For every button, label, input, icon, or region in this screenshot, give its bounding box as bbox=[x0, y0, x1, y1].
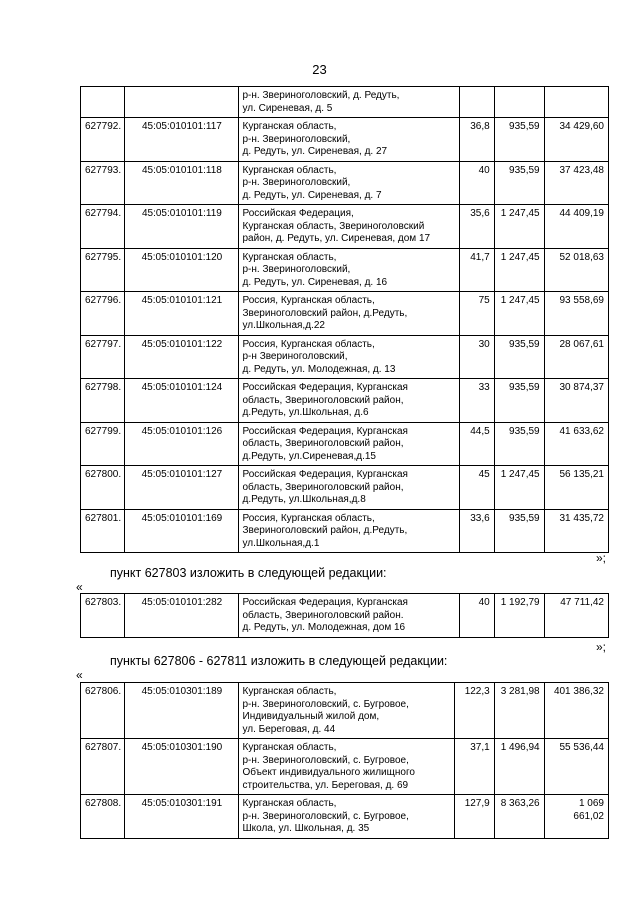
address-cell bbox=[238, 594, 460, 638]
address-line: р-н. Звериноголовский, bbox=[242, 177, 351, 188]
record-number-cell: 627796. bbox=[81, 292, 125, 336]
cadastral-number-cell: 45:05:010101:127 bbox=[125, 466, 238, 510]
value-cell: 37 423,48 bbox=[544, 161, 608, 205]
rate-cell: 935,59 bbox=[494, 379, 544, 423]
area-cell: 40 bbox=[460, 161, 494, 205]
address-line: Курганская область, bbox=[242, 686, 337, 697]
opening-quote: « bbox=[76, 580, 83, 594]
table-row bbox=[81, 205, 609, 249]
opening-quote: « bbox=[76, 668, 83, 682]
address-line: Индивидуальный жилой дом, bbox=[242, 711, 380, 722]
value-cell: 401 386,32 bbox=[544, 683, 608, 739]
table-row bbox=[81, 292, 609, 336]
address-line: Курганская область, bbox=[242, 164, 337, 176]
record-number-cell: 627797. bbox=[81, 335, 125, 379]
area-cell: 40 bbox=[460, 594, 494, 638]
rate-cell: 935,59 bbox=[494, 422, 544, 466]
amendment-paragraph: пункт 627803 изложить в следующей редакции: bbox=[110, 566, 387, 580]
area-cell: 45 bbox=[460, 466, 494, 510]
address-line: Звериноголовский район, д.Редуть, bbox=[242, 525, 408, 536]
address-line: Россия, Курганская область, bbox=[242, 295, 375, 306]
address-line: Россия, Курганская область, bbox=[242, 338, 375, 350]
value-cell: 31 435,72 bbox=[544, 509, 608, 553]
record-number-cell bbox=[81, 87, 125, 118]
cadastral-number-cell: 45:05:010301:190 bbox=[125, 739, 238, 795]
value-cell: 41 633,62 bbox=[544, 422, 608, 466]
address-cell bbox=[238, 292, 460, 336]
value-cell: 56 135,21 bbox=[544, 466, 608, 510]
address-line: область, Звериноголовский район. bbox=[242, 609, 404, 621]
address-line: Российская Федерация, Курганская bbox=[242, 382, 408, 393]
address-line: Курганская область, bbox=[242, 251, 337, 263]
cadastral-number-cell bbox=[125, 87, 238, 118]
table-row bbox=[81, 683, 609, 739]
table-row bbox=[81, 335, 609, 379]
amendment-paragraph: пункты 627806 - 627811 изложить в следующей редакции: bbox=[110, 654, 448, 668]
table-row bbox=[81, 466, 609, 510]
address-line: Россия, Курганская область, bbox=[242, 512, 375, 524]
address-cell bbox=[238, 118, 460, 162]
property-table-1 bbox=[80, 86, 609, 553]
address-line: область, Звериноголовский район, bbox=[242, 481, 404, 493]
address-line: область, Звериноголовский район, bbox=[242, 394, 404, 406]
address-line: Курганская область, bbox=[242, 798, 337, 809]
address-line: ул. Сиреневая, д. 5 bbox=[242, 102, 333, 114]
area-cell: 122,3 bbox=[454, 683, 494, 739]
cadastral-number-cell: 45:05:010101:118 bbox=[125, 161, 238, 205]
address-line: Звериноголовский район, д.Редуть, bbox=[242, 307, 408, 319]
value-cell: 44 409,19 bbox=[544, 205, 608, 249]
table-row bbox=[81, 379, 609, 423]
record-number-cell: 627801. bbox=[81, 509, 125, 553]
rate-cell: 1 192,79 bbox=[494, 594, 544, 638]
address-line: ул.Школьная,д.1 bbox=[242, 537, 320, 549]
area-cell: 127,9 bbox=[454, 795, 494, 839]
address-line: р-н. Звериноголовский, д. Редуть, bbox=[242, 90, 400, 101]
address-line: р-н. Звериноголовский, с. Бугровое, bbox=[242, 698, 409, 710]
value-cell: 30 874,37 bbox=[544, 379, 608, 423]
address-line: ул. Береговая, д. 44 bbox=[242, 723, 336, 735]
address-cell bbox=[238, 509, 460, 553]
cadastral-number-cell: 45:05:010101:117 bbox=[125, 118, 238, 162]
address-line: р-н. Звериноголовский, bbox=[242, 133, 351, 145]
address-line: д.Редуть, ул.Школьная,д.8 bbox=[242, 494, 366, 505]
rate-cell: 1 247,45 bbox=[494, 205, 544, 249]
address-line: район, д. Редуть, ул. Сиреневая, дом 17 bbox=[242, 233, 431, 244]
address-line: Объект индивидуального жилищного bbox=[242, 767, 415, 778]
table-row bbox=[81, 248, 609, 292]
rate-cell: 8 363,26 bbox=[494, 795, 544, 839]
record-number-cell: 627798. bbox=[81, 379, 125, 423]
address-line: Курганская область, Звериноголовский bbox=[242, 220, 425, 232]
record-number-cell: 627807. bbox=[81, 739, 125, 795]
property-table-3 bbox=[80, 682, 609, 839]
value-cell: 52 018,63 bbox=[544, 248, 608, 292]
address-cell bbox=[238, 248, 460, 292]
value-cell: 28 067,61 bbox=[544, 335, 608, 379]
address-cell bbox=[238, 739, 454, 795]
address-line: р-н. Звериноголовский, с. Бугровое, bbox=[242, 810, 409, 822]
table-row bbox=[81, 87, 609, 118]
rate-cell: 1 247,45 bbox=[494, 466, 544, 510]
cadastral-number-cell: 45:05:010101:169 bbox=[125, 509, 238, 553]
cadastral-number-cell: 45:05:010101:282 bbox=[125, 594, 238, 638]
value-cell: 1 069 661,02 bbox=[544, 795, 608, 839]
area-cell: 44,5 bbox=[460, 422, 494, 466]
record-number-cell: 627795. bbox=[81, 248, 125, 292]
record-number-cell: 627792. bbox=[81, 118, 125, 162]
cadastral-number-cell: 45:05:010101:120 bbox=[125, 248, 238, 292]
rate-cell: 1 496,94 bbox=[494, 739, 544, 795]
table-row bbox=[81, 422, 609, 466]
address-line: д. Редуть, ул. Молодежная, дом 16 bbox=[242, 622, 406, 633]
area-cell: 33,6 bbox=[460, 509, 494, 553]
value-cell: 93 558,69 bbox=[544, 292, 608, 336]
cadastral-number-cell: 45:05:010101:124 bbox=[125, 379, 238, 423]
address-line: Российская Федерация, bbox=[242, 208, 354, 219]
address-cell bbox=[238, 466, 460, 510]
rate-cell: 3 281,98 bbox=[494, 683, 544, 739]
address-line: Курганская область, bbox=[242, 742, 337, 753]
table-row bbox=[81, 118, 609, 162]
address-line: Российская Федерация, Курганская bbox=[242, 469, 408, 480]
table-row bbox=[81, 594, 609, 638]
area-cell: 35,6 bbox=[460, 205, 494, 249]
address-cell bbox=[238, 335, 460, 379]
address-line: Школа, ул. Школьная, д. 35 bbox=[242, 823, 370, 834]
cadastral-number-cell: 45:05:010101:122 bbox=[125, 335, 238, 379]
rate-cell: 935,59 bbox=[494, 509, 544, 553]
cadastral-number-cell: 45:05:010101:121 bbox=[125, 292, 238, 336]
area-cell: 41,7 bbox=[460, 248, 494, 292]
address-line: д. Редуть, ул. Сиреневая, д. 7 bbox=[242, 189, 382, 201]
page-number: 23 bbox=[312, 62, 327, 77]
record-number-cell: 627800. bbox=[81, 466, 125, 510]
closing-quote: »; bbox=[596, 551, 607, 565]
address-line: р-н Звериноголовский, bbox=[242, 351, 348, 362]
area-cell: 75 bbox=[460, 292, 494, 336]
cadastral-number-cell: 45:05:010101:126 bbox=[125, 422, 238, 466]
address-cell bbox=[238, 205, 460, 249]
address-line: область, Звериноголовский район, bbox=[242, 438, 404, 449]
value-cell bbox=[544, 87, 608, 118]
address-cell bbox=[238, 422, 460, 466]
address-cell bbox=[238, 683, 454, 739]
table-row bbox=[81, 795, 609, 839]
address-line: ул.Школьная,д.22 bbox=[242, 320, 325, 331]
address-cell bbox=[238, 87, 460, 118]
record-number-cell: 627803. bbox=[81, 594, 125, 638]
address-line: Курганская область, bbox=[242, 121, 337, 132]
value-cell: 47 711,42 bbox=[544, 594, 608, 638]
address-line: д. Редуть, ул. Сиреневая, д. 16 bbox=[242, 276, 388, 288]
area-cell: 33 bbox=[460, 379, 494, 423]
rate-cell bbox=[494, 87, 544, 118]
address-cell bbox=[238, 161, 460, 205]
address-line: д.Редуть, ул.Школьная, д.6 bbox=[242, 407, 369, 418]
table-row bbox=[81, 739, 609, 795]
address-line: р-н. Звериноголовский, bbox=[242, 264, 351, 275]
record-number-cell: 627793. bbox=[81, 161, 125, 205]
address-line: д.Редуть, ул.Сиреневая,д.15 bbox=[242, 450, 376, 462]
area-cell: 36,8 bbox=[460, 118, 494, 162]
rate-cell: 935,59 bbox=[494, 118, 544, 162]
address-line: Российская Федерация, Курганская bbox=[242, 597, 408, 608]
address-line: д. Редуть, ул. Сиреневая, д. 27 bbox=[242, 146, 388, 157]
rate-cell: 935,59 bbox=[494, 161, 544, 205]
address-line: д. Редуть, ул. Молодежная, д. 13 bbox=[242, 363, 396, 375]
area-cell bbox=[460, 87, 494, 118]
record-number-cell: 627794. bbox=[81, 205, 125, 249]
value-cell: 34 429,60 bbox=[544, 118, 608, 162]
address-cell bbox=[238, 795, 454, 839]
closing-quote: »; bbox=[596, 640, 607, 654]
rate-cell: 1 247,45 bbox=[494, 248, 544, 292]
rate-cell: 935,59 bbox=[494, 335, 544, 379]
area-cell: 37,1 bbox=[454, 739, 494, 795]
cadastral-number-cell: 45:05:010301:191 bbox=[125, 795, 238, 839]
table-row bbox=[81, 509, 609, 553]
table-row bbox=[81, 161, 609, 205]
value-cell: 55 536,44 bbox=[544, 739, 608, 795]
record-number-cell: 627808. bbox=[81, 795, 125, 839]
address-line: Российская Федерация, Курганская bbox=[242, 425, 408, 437]
record-number-cell: 627799. bbox=[81, 422, 125, 466]
rate-cell: 1 247,45 bbox=[494, 292, 544, 336]
area-cell: 30 bbox=[460, 335, 494, 379]
cadastral-number-cell: 45:05:010101:119 bbox=[125, 205, 238, 249]
property-table-2 bbox=[80, 593, 609, 638]
address-line: строительства, ул. Береговая, д. 69 bbox=[242, 779, 409, 791]
address-cell bbox=[238, 379, 460, 423]
record-number-cell: 627806. bbox=[81, 683, 125, 739]
cadastral-number-cell: 45:05:010301:189 bbox=[125, 683, 238, 739]
address-line: р-н. Звериноголовский, с. Бугровое, bbox=[242, 754, 409, 766]
